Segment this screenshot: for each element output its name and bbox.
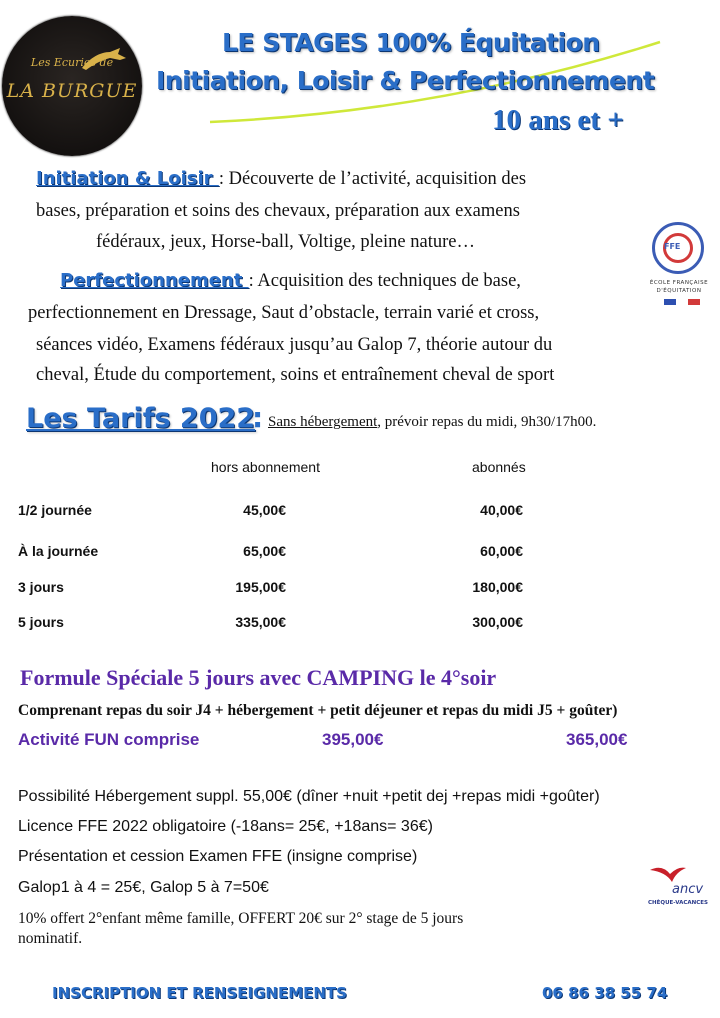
title-line1: LE STAGES 100% Équitation — [222, 28, 600, 57]
perfectionnement-line1 — [60, 270, 521, 292]
logo-line2: LA BURGUE — [6, 80, 138, 102]
tarifs-note-rest: , prévoir repas du midi, 9h30/17h00. — [377, 414, 597, 430]
row-label-journee: À la journée — [18, 543, 99, 559]
perfectionnement-text1: : Acquisition des techniques de base, — [248, 271, 521, 291]
title-line2: Initiation, Loisir & Perfectionnement — [156, 66, 655, 95]
flag-red — [688, 299, 700, 305]
col-header-abonnes: abonnés — [472, 459, 526, 475]
info-nominatif: nominatif. — [18, 930, 83, 947]
info-examen: Présentation et cession Examen FFE (insigne comprise) — [18, 848, 418, 865]
info-licence: Licence FFE 2022 obligatoire (-18ans= 25€, +18ans= 36€) — [18, 818, 433, 835]
fun-price-hors: 395,00€ — [322, 730, 384, 749]
flag-blue — [664, 299, 676, 305]
price-hors-5-jours: 335,00€ — [235, 614, 286, 630]
initiation-text1: : Découverte de l’activité, acquisition des — [218, 169, 527, 189]
tarifs-colon: : — [252, 401, 264, 434]
price-abonnes-journee: 60,00€ — [480, 543, 523, 559]
row-label-5-jours: 5 jours — [18, 614, 64, 630]
initiation-line1 — [36, 168, 526, 190]
ffe-text1: ÉCOLE FRANÇAISE — [649, 280, 709, 286]
initiation-title: Initiation & Loisir — [36, 168, 219, 189]
ffe-mark: FFE — [664, 242, 681, 251]
perfectionnement-line2: perfectionnement en Dressage, Saut d’obstacle, terrain varié et cross, — [28, 303, 540, 323]
logo-line1: Les Ecuries de — [30, 56, 114, 69]
ancv-logo — [646, 862, 710, 912]
formule-title: Formule Spéciale 5 jours avec CAMPING le 4°soir — [20, 665, 497, 690]
price-abonnes-5-jours: 300,00€ — [472, 614, 523, 630]
perfectionnement-title: Perfectionnement — [60, 270, 249, 291]
tarifs-note-underlined: Sans hébergement — [268, 414, 378, 430]
price-hors-journee: 65,00€ — [243, 543, 286, 559]
info-hebergement: Possibilité Hébergement suppl. 55,00€ (dîner +nuit +petit dej +repas midi +goûter) — [18, 788, 600, 805]
tarifs-title: Les Tarifs 2022 — [26, 403, 256, 434]
formule-description: Comprenant repas du soir J4 + hébergement + petit déjeuner et repas du midi J5 + goûter) — [18, 702, 618, 719]
age-label: 10 ans et + — [492, 104, 624, 136]
initiation-line3: fédéraux, jeux, Horse-ball, Voltige, pleine nature… — [96, 232, 475, 252]
col-header-hors: hors abonnement — [211, 459, 320, 475]
row-label-3-jours: 3 jours — [18, 579, 64, 595]
ecuries-logo — [2, 16, 142, 156]
flag-white — [676, 299, 688, 305]
ffe-logo — [640, 222, 718, 312]
row-label-demi-journee: 1/2 journée — [18, 502, 92, 518]
tarifs-note — [268, 414, 596, 431]
price-hors-3-jours: 195,00€ — [235, 579, 286, 595]
fun-price-abonnes: 365,00€ — [566, 730, 628, 749]
initiation-line2: bases, préparation et soins des chevaux, préparation aux examens — [36, 201, 520, 221]
fun-label: Activité FUN comprise — [18, 730, 200, 749]
perfectionnement-line4: cheval, Étude du comportement, soins et entraînement cheval de sport — [36, 365, 555, 385]
price-abonnes-demi-journee: 40,00€ — [480, 502, 523, 518]
ffe-text2: D'ÉQUITATION — [656, 288, 702, 294]
perfectionnement-line3: séances vidéo, Examens fédéraux jusqu’au Galop 7, théorie autour du — [36, 335, 553, 355]
price-abonnes-3-jours: 180,00€ — [472, 579, 523, 595]
price-hors-demi-journee: 45,00€ — [243, 502, 286, 518]
info-galop: Galop1 à 4 = 25€, Galop 5 à 7=50€ — [18, 879, 269, 896]
info-offres: 10% offert 2°enfant même famille, OFFERT 20€ sur 2° stage de 5 jours — [18, 910, 464, 927]
ancv-name: ancv — [672, 882, 704, 897]
footer-inscription: INSCRIPTION ET RENSEIGNEMENTS — [52, 984, 347, 1002]
ancv-sub: CHÈQUE-VACANCES — [648, 900, 708, 906]
footer-phone[interactable]: 06 86 38 55 74 — [542, 984, 668, 1002]
